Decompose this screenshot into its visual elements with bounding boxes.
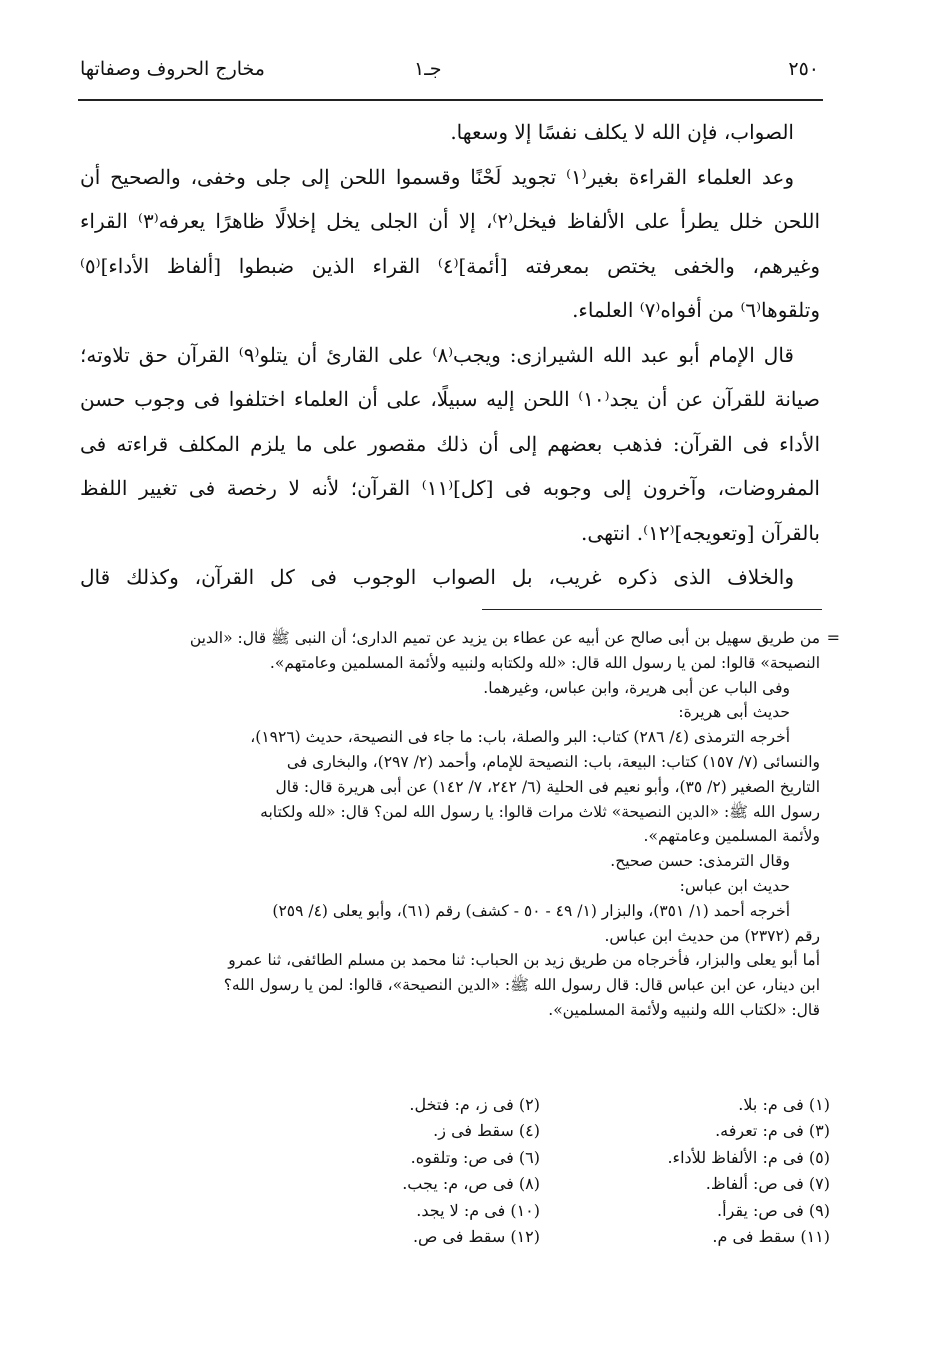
- variant-note: (٥) فى م: الألفاظ للأداء.: [667, 1147, 830, 1167]
- variant-note: (٢) فى ز، م: فتخل.: [409, 1095, 540, 1114]
- footnote-line: وفى الباب عن أبى هريرة، وابن عباس، وغيرهما.: [483, 678, 790, 697]
- footnote-line: قال: «لكتاب الله ولنبيه ولأئمة المسلمين».: [548, 1000, 820, 1019]
- variant-notes-odd-column: [590, 1092, 830, 1250]
- text-line: والخلاف الذى ذكره غريب، بل الصواب الوجوب فى كل القرآن، وكذلك قال: [80, 565, 794, 589]
- variant-note: (٨) فى ص، م: يجب.: [402, 1174, 540, 1194]
- footnote-block: [80, 626, 840, 1023]
- variant-notes-even-column: [290, 1092, 540, 1250]
- variant-note: (٧) فى ص: ألفاظ.: [705, 1174, 830, 1194]
- variant-note: (١١) سقط فى م.: [712, 1227, 830, 1247]
- footnote-divider: [482, 609, 822, 610]
- footnote-line: ابن دينار، عن ابن عباس قال: قال رسول الله ﷺ: «الدين النصيحة»، قالوا: لمن يا رسول الله؟: [223, 976, 820, 995]
- footnote-line: رقم (٢٣٧٢) من حديث ابن عباس.: [604, 926, 820, 945]
- footnote-line: أخرجه أحمد (١/ ٣٥١)، والبزار (١/ ٤٩ - ٥٠ - كشف) رقم (٦١)، وأبو يعلى (٤/ ٢٥٩): [272, 901, 790, 920]
- text-line: صيانة للقرآن عن أن يجد⁽١٠⁾ اللحن إليه سبيلًا، على أن العلماء اختلفوا فى وجوب حسن: [80, 387, 820, 411]
- variant-notes: [230, 1092, 830, 1272]
- footnote-line: من طريق سهيل بن أبى صالح عن أبيه عن عطاء بن يزيد عن تميم الدارى؛ أن النبى ﷺ قال: «الدين: [189, 629, 820, 647]
- variant-note: (٤) سقط فى ز.: [433, 1121, 540, 1141]
- variant-note: (٦) فى ص: وتلقوه.: [410, 1147, 540, 1167]
- text-line: وعد العلماء القراءة بغير⁽١⁾ تجويد لَحْنًا وقسموا اللحن إلى جلى وخفى، والصحيح أن: [80, 164, 794, 189]
- continuation-marker: =: [826, 628, 840, 647]
- footnote-line: ولأئمة المسلمين وعامتهم».: [643, 827, 820, 846]
- running-title: مخارج الحروف وصفاتها: [80, 58, 265, 80]
- footnote-line: أما أبو يعلى والبزار، فأخرجاه من طريق زيد بن الحباب: ثنا محمد بن مسلم الطائفى، ثنا عمرو: [228, 951, 820, 970]
- variant-note: (٣) فى م: تعرفه.: [715, 1121, 830, 1141]
- header-rule: [78, 99, 823, 101]
- running-header: [78, 58, 823, 98]
- footnote-line: حديث أبى هريرة:: [678, 703, 790, 722]
- text-line: الصواب، فإن الله لا يكلف نفسًا إلا وسعها.: [450, 120, 794, 144]
- text-line: وغيرهم، والخفى يختص بمعرفته [أئمة]⁽٤⁾ القراء الذين ضبطوا [ألفاظ الأداء]⁽٥⁾: [80, 253, 820, 278]
- main-text: [80, 110, 820, 600]
- variant-note: (١) فى م: بلا.: [738, 1095, 830, 1114]
- footnote-line: والنسائى (٧/ ١٥٧) كتاب: البيعة، باب: النصيحة للإمام، وأحمد (٢/ ٢٩٧)، والبخارى فى: [286, 752, 820, 771]
- text-line: اللحن خلل يطرأ على الألفاظ فيخل⁽٢⁾، إلا أن الجلى يخل إخلالًا ظاهرًا يعرفه⁽٣⁾ القراء: [80, 209, 820, 233]
- footnote-line: النصيحة» قالوا: لمن يا رسول الله قال: «لله ولكتابه ولنبيه ولأئمة المسلمين وعامتهم».: [269, 653, 820, 672]
- volume-label: جـ١: [414, 58, 442, 80]
- footnote-line: رسول الله ﷺ: «الدين النصيحة» ثلاث مرات قالوا: يا رسول الله لمن؟ قال: «لله ولكتابه: [260, 802, 820, 821]
- page-number: ٢٥٠: [788, 58, 819, 80]
- footnote-line: أخرجه الترمذى (٤/ ٢٨٦) كتاب: البر والصلة، باب: ما جاء فى النصيحة، حديث (١٩٢٦)،: [250, 728, 790, 747]
- footnote-line: وقال الترمذى: حسن صحيح.: [610, 852, 790, 871]
- footnote-line: التاريخ الصغير (٢/ ٣٥)، وأبو نعيم فى الحلية (٦/ ٢٤٢، ٧/ ١٤٢) عن أبى هريرة قال: قال: [275, 777, 820, 796]
- variant-note: (٩) فى ص: يقرأ.: [717, 1200, 830, 1220]
- text-line: المفروضات، وآخرون إلى وجوبه فى [كل]⁽١١⁾ القرآن؛ لأنه لا رخصة فى تغيير اللفظ: [80, 476, 820, 500]
- variant-note: (١٠) فى م: لا يجد.: [416, 1200, 540, 1220]
- variant-note: (١٢) سقط فى ص.: [412, 1227, 540, 1247]
- text-line: وتلقوها⁽٦⁾ من أفواه⁽٧⁾ العلماء.: [572, 298, 820, 322]
- footnote-line: حديث ابن عباس:: [679, 876, 790, 895]
- text-line: الأداء فى القرآن: فذهب بعضهم إلى أن ذلك مقصور على ما يلزم المكلف قراءته فى: [80, 431, 820, 456]
- text-line: قال الإمام أبو عبد الله الشيرازى: ويجب⁽٨⁾ على القارئ أن يتلو⁽٩⁾ القرآن حق تلاوته؛: [80, 342, 794, 367]
- text-line: بالقرآن [وتعويجه]⁽١٢⁾. انتهى.: [581, 520, 820, 545]
